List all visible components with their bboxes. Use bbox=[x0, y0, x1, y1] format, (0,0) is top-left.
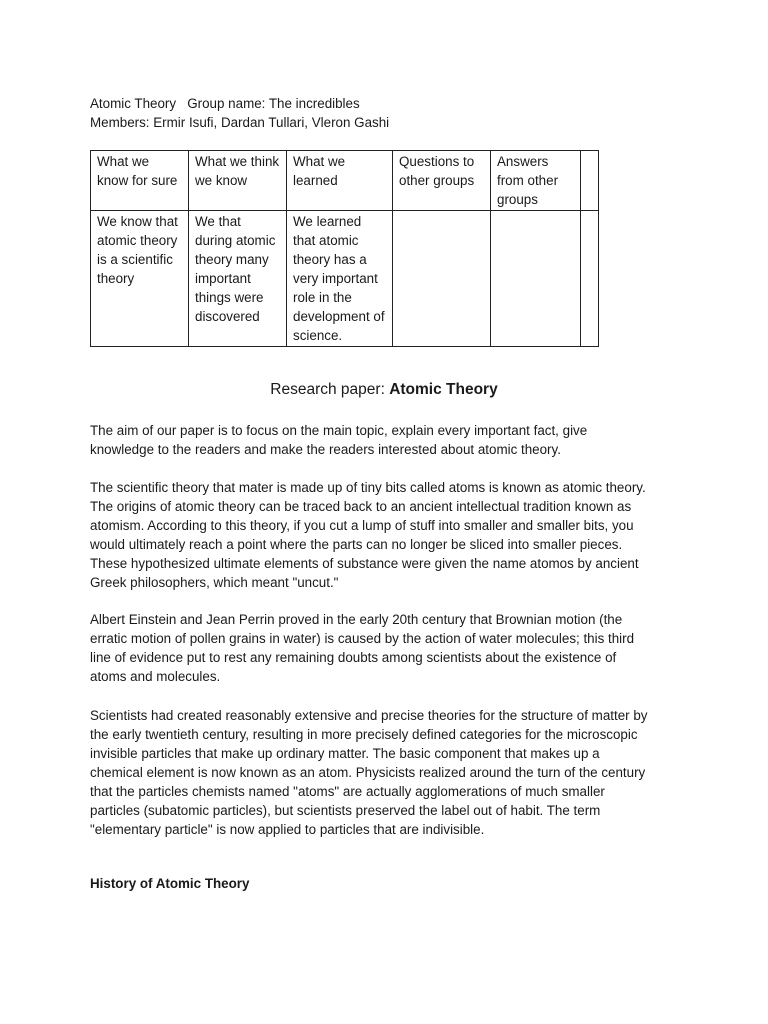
paragraph-line: The origins of atomic theory can be traced back to an ancient intellectual tradition known as bbox=[90, 499, 632, 514]
paragraph-line: These hypothesized ultimate elements of substance were given the name atomos by ancient bbox=[90, 556, 639, 571]
paragraph-scientists bbox=[90, 706, 678, 839]
paragraph-line: Greek philosophers, which meant "uncut." bbox=[90, 575, 339, 590]
paragraph-line: erratic motion of pollen grains in water) is caused by the action of water molecules; this third bbox=[90, 631, 635, 646]
paragraph-line: the early twentieth century, resulting in more precisely defined categories for the microscopic bbox=[90, 727, 638, 742]
paragraph-line: chemical element is now known as an atom. Physicists realized around the turn of the century bbox=[90, 765, 646, 780]
history-heading: History of Atomic Theory bbox=[90, 876, 250, 891]
table-header-cell: Questions to other groups bbox=[393, 151, 491, 211]
paragraph-aim bbox=[90, 421, 678, 459]
paragraph-line: particles (subatomic particles), but scientists preserved the label out of habit. The term bbox=[90, 803, 601, 818]
research-title-bold: Atomic Theory bbox=[389, 381, 498, 398]
paragraph-line: "elementary particle" is now applied to particles that are indivisible. bbox=[90, 822, 485, 837]
paragraph-line: atomism. According to this theory, if you cut a lump of stuff into smaller and smaller bits, you bbox=[90, 518, 634, 533]
table-header-cell: Answers from other groups bbox=[491, 151, 581, 211]
paragraph-line: Scientists had created reasonably extensive and precise theories for the structure of matter by bbox=[90, 708, 648, 723]
table-cell: We that during atomic theory many important things were discovered bbox=[189, 211, 287, 347]
table-cell: We know that atomic theory is a scientific theory bbox=[91, 211, 189, 347]
paragraph-line: knowledge to the readers and make the readers interested about atomic theory. bbox=[90, 442, 561, 457]
table-header-cell bbox=[581, 151, 599, 211]
paragraph-line: would ultimately reach a point where the parts can no longer be sliced into smaller pieces. bbox=[90, 537, 623, 552]
members-line: Members: Ermir Isufi, Dardan Tullari, Vleron Gashi bbox=[90, 115, 390, 130]
research-title-prefix: Research paper: bbox=[270, 381, 390, 398]
kwl-table bbox=[90, 150, 599, 347]
table-cell bbox=[581, 211, 599, 347]
table-header-cell: What we think we know bbox=[189, 151, 287, 211]
paragraph-line: invisible particles that make up ordinary matter. The basic component that makes up a bbox=[90, 746, 600, 761]
paragraph-definition bbox=[90, 478, 678, 592]
paragraph-line: atoms and molecules. bbox=[90, 669, 221, 684]
paragraph-line: Albert Einstein and Jean Perrin proved in the early 20th century that Brownian motion (the bbox=[90, 612, 623, 627]
paragraph-line: line of evidence put to rest any remaining doubts among scientists about the existence of bbox=[90, 650, 617, 665]
table-cell: We learned that atomic theory has a very important role in the development of science. bbox=[287, 211, 393, 347]
research-paper-title bbox=[0, 381, 768, 399]
table-header-cell: What we know for sure bbox=[91, 151, 189, 211]
document-header bbox=[90, 94, 389, 132]
table-header-cell: What we learned bbox=[287, 151, 393, 211]
paragraph-line: that the particles chemists named "atoms" are actually agglomerations of much smaller bbox=[90, 784, 605, 799]
paragraph-einstein bbox=[90, 610, 678, 686]
table-header-row bbox=[91, 151, 599, 211]
title-group-line: Atomic Theory Group name: The incredibles bbox=[90, 96, 360, 111]
paragraph-line: The aim of our paper is to focus on the main topic, explain every important fact, give bbox=[90, 423, 588, 438]
table-cell bbox=[491, 211, 581, 347]
table-row bbox=[91, 211, 599, 347]
paragraph-line: The scientific theory that mater is made up of tiny bits called atoms is known as atomic theory. bbox=[90, 480, 646, 495]
table-cell bbox=[393, 211, 491, 347]
